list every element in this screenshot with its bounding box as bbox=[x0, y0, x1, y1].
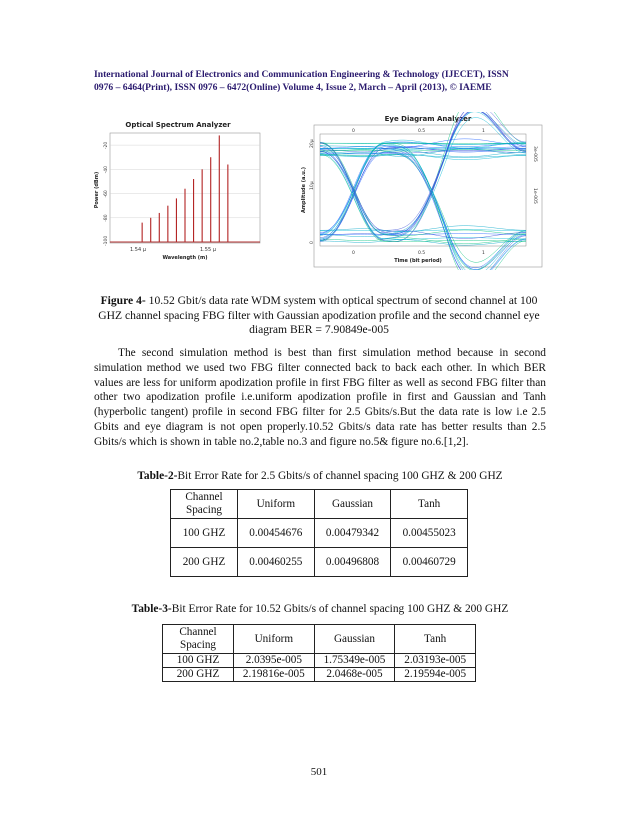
osa-ylabel: Power (dBm) bbox=[94, 171, 100, 209]
table-header-cell: Uniform bbox=[234, 625, 315, 654]
osa-ytick-label: -40 bbox=[104, 165, 109, 174]
table-header-cell: Gaussian bbox=[314, 625, 395, 654]
figure-caption bbox=[92, 294, 546, 338]
header-line-2: 0976 – 6464(Print), ISSN 0976 – 6472(Online) Volume 4, Issue 2, March – April (2013), © IAEME bbox=[94, 82, 492, 93]
eye-xlabel: Time (bit period) bbox=[394, 258, 442, 264]
table-3 bbox=[162, 624, 476, 682]
table-cell: 2.19816e-005 bbox=[234, 668, 315, 682]
table-cell: 0.00496808 bbox=[314, 548, 391, 577]
table-cell: 2.0395e-005 bbox=[234, 654, 315, 668]
eye-xtick-2: 1 bbox=[482, 129, 485, 134]
eye-ytick-2: 0 bbox=[310, 241, 315, 244]
osa-xlabel: Wavelength (m) bbox=[162, 255, 208, 261]
osa-ytick-label: -80 bbox=[104, 214, 109, 222]
table-2 bbox=[170, 489, 468, 577]
eye-right-tick-1: 1e-005 bbox=[532, 188, 537, 204]
table-cell: 0.00460729 bbox=[391, 548, 468, 577]
table-3-caption-text: Bit Error Rate for 10.52 Gbits/s of channel spacing 100 GHZ & 200 GHZ bbox=[171, 603, 509, 615]
eye-title: Eye Diagram Analyzer bbox=[384, 115, 472, 123]
eye-bottom-tick-1: 0.5 bbox=[418, 251, 426, 256]
osa-title: Optical Spectrum Analyzer bbox=[125, 121, 231, 129]
table-cell: 200 GHZ bbox=[171, 548, 238, 577]
table-cell: 200 GHZ bbox=[163, 668, 234, 682]
eye-xtick-0: 0 bbox=[352, 129, 355, 134]
table-2-caption-text: Bit Error Rate for 2.5 Gbits/s of channel spacing 100 GHZ & 200 GHZ bbox=[177, 470, 503, 482]
table-header-cell: Channel Spacing bbox=[163, 625, 234, 654]
eye-ytick-1: 10µ bbox=[310, 181, 315, 190]
osa-ytick-label: -60 bbox=[104, 190, 109, 198]
body-paragraph: The second simulation method is best than first simulation method because in second simulation method we used two FBG filter connected back to back each other. In which BER values are less for uniform apodization profile in first FBG filter as well as second FBG filter than other two apodization profile i.e.uniform apodization profile in first and Gaussian and Tanh (hyperbolic tangent) profile in second FBG filter for 2.5 Gbits/s.But the data rate is low i.e 2.5 Gbits and eye diagram is not open properly.10.52 Gbits/s data rate has better results than 2.5 Gbits/s which is shown in table no.2,table no.3 and figure no.5& figure no.6.[1,2]. bbox=[94, 347, 546, 448]
table-3-caption bbox=[94, 603, 546, 615]
eye-diagram-chart bbox=[298, 112, 550, 270]
figure-caption-label: Figure 4- bbox=[100, 294, 146, 307]
eye-right-tick-0: 3e-005 bbox=[532, 146, 537, 162]
table-cell: 2.0468e-005 bbox=[314, 668, 395, 682]
osa-xtick-0: 1.54 µ bbox=[130, 247, 146, 253]
table-cell: 0.00455023 bbox=[391, 519, 468, 548]
eye-bottom-tick-0: 0 bbox=[352, 251, 355, 256]
table-header-cell: Gaussian bbox=[314, 490, 391, 519]
table-cell: 1.75349e-005 bbox=[314, 654, 395, 668]
table-cell: 2.03193e-005 bbox=[395, 654, 476, 668]
table-cell: 0.00454676 bbox=[238, 519, 315, 548]
table-row bbox=[171, 519, 468, 548]
table-cell: 100 GHZ bbox=[163, 654, 234, 668]
table-header-cell: Tanh bbox=[391, 490, 468, 519]
osa-ytick-label: -20 bbox=[104, 141, 109, 150]
table-row bbox=[171, 490, 468, 519]
table-cell: 100 GHZ bbox=[171, 519, 238, 548]
table-cell: 2.19594e-005 bbox=[395, 668, 476, 682]
page-number: 501 bbox=[310, 766, 328, 778]
table-3-caption-label: Table-3- bbox=[131, 603, 172, 615]
table-row bbox=[163, 668, 476, 682]
table-2-caption-label: Table-2- bbox=[137, 470, 178, 482]
table-2-caption bbox=[94, 470, 546, 482]
header-line-1: International Journal of Electronics and Communication Engineering & Technology (IJECET), ISSN bbox=[94, 69, 509, 80]
osa-ytick-label: -100 bbox=[104, 235, 109, 246]
eye-ylabel: Amplitude (a.u.) bbox=[301, 166, 307, 214]
table-header-cell: Uniform bbox=[238, 490, 315, 519]
eye-bottom-tick-2: 1 bbox=[482, 251, 485, 256]
optical-spectrum-chart bbox=[92, 118, 264, 268]
journal-header bbox=[94, 68, 546, 94]
eye-ytick-0: 20µ bbox=[310, 139, 315, 148]
table-header-cell: Tanh bbox=[395, 625, 476, 654]
table-cell: 0.00479342 bbox=[314, 519, 391, 548]
table-header-cell: Channel Spacing bbox=[171, 490, 238, 519]
figure-caption-text: 10.52 Gbit/s data rate WDM system with optical spectrum of second channel at 100 GHZ channel spacing FBG filter with Gaussian apodization profile and the second channel eye diagram BER = 7.90849e-005 bbox=[98, 294, 540, 336]
table-cell: 0.00460255 bbox=[238, 548, 315, 577]
table-row bbox=[163, 625, 476, 654]
osa-xtick-1: 1.55 µ bbox=[200, 247, 216, 253]
table-row bbox=[163, 654, 476, 668]
eye-xtick-1: 0.5 bbox=[418, 129, 426, 134]
table-row bbox=[171, 548, 468, 577]
